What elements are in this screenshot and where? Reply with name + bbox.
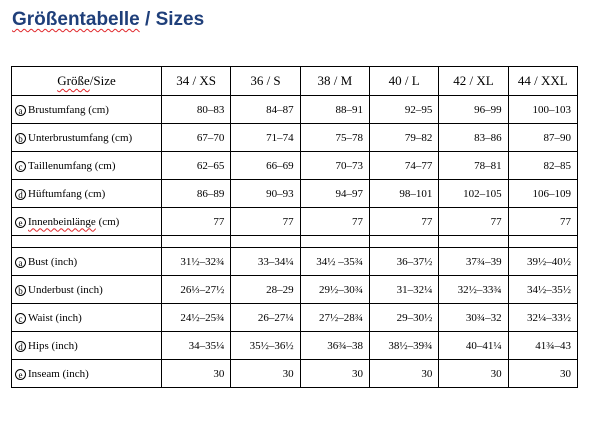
spacer-cell <box>162 236 231 248</box>
table-cell: 90–93 <box>231 180 300 208</box>
table-cell: 67–70 <box>162 124 231 152</box>
spacer-cell <box>369 236 438 248</box>
table-cell: 84–87 <box>231 96 300 124</box>
row-label-text: Waist (inch) <box>28 311 82 324</box>
row-label <box>12 180 162 208</box>
spacer-cell <box>231 236 300 248</box>
row-label-text: Underbust (inch) <box>28 283 103 296</box>
header-size: 40 / L <box>369 67 438 96</box>
marker-b-icon: b <box>15 133 26 144</box>
table-cell: 37¾–39 <box>439 248 508 276</box>
table-cell: 70–73 <box>300 152 369 180</box>
row-label-text: Inseam (inch) <box>28 367 89 380</box>
title-german: Größentabelle <box>12 9 140 30</box>
table-cell: 82–85 <box>508 152 577 180</box>
table-row <box>12 96 578 124</box>
table-cell: 30¾–32 <box>439 304 508 332</box>
table-row <box>12 332 578 360</box>
table-cell: 77 <box>508 208 577 236</box>
table-cell: 31–32¼ <box>369 276 438 304</box>
spacer-cell <box>508 236 577 248</box>
table-cell: 33–34¼ <box>231 248 300 276</box>
table-cell: 24½–25¾ <box>162 304 231 332</box>
table-cell: 38½–39¾ <box>369 332 438 360</box>
table-row <box>12 124 578 152</box>
table-cell: 40–41¼ <box>439 332 508 360</box>
table-cell: 79–82 <box>369 124 438 152</box>
table-cell: 30 <box>369 360 438 388</box>
table-cell: 106–109 <box>508 180 577 208</box>
table-row <box>12 276 578 304</box>
spacer-row <box>12 236 578 248</box>
table-cell: 77 <box>369 208 438 236</box>
table-cell: 77 <box>231 208 300 236</box>
table-cell: 96–99 <box>439 96 508 124</box>
table-cell: 34½–35½ <box>508 276 577 304</box>
table-cell: 94–97 <box>300 180 369 208</box>
table-cell: 78–81 <box>439 152 508 180</box>
table-cell: 30 <box>231 360 300 388</box>
table-cell: 29½–30¾ <box>300 276 369 304</box>
table-cell: 87–90 <box>508 124 577 152</box>
table-cell: 75–78 <box>300 124 369 152</box>
row-label <box>12 332 162 360</box>
marker-e-icon: e <box>15 217 26 228</box>
table-row <box>12 208 578 236</box>
table-cell: 88–91 <box>300 96 369 124</box>
table-cell: 74–77 <box>369 152 438 180</box>
marker-c-icon: c <box>15 161 26 172</box>
table-cell: 26–27¼ <box>231 304 300 332</box>
table-cell: 28–29 <box>231 276 300 304</box>
table-cell: 83–86 <box>439 124 508 152</box>
row-label <box>12 96 162 124</box>
table-cell: 77 <box>300 208 369 236</box>
title-english: / Sizes <box>139 9 205 30</box>
spacer-cell <box>439 236 508 248</box>
header-size-label-de: Größe <box>57 73 90 88</box>
row-label <box>12 208 162 236</box>
marker-e-icon: e <box>15 369 26 380</box>
row-label-text: Taillenumfang (cm) <box>28 159 116 172</box>
table-cell: 30 <box>300 360 369 388</box>
header-size: 34 / XS <box>162 67 231 96</box>
table-cell: 98–101 <box>369 180 438 208</box>
size-table <box>11 66 578 388</box>
row-label-text: Brustumfang (cm) <box>28 103 109 116</box>
table-cell: 92–95 <box>369 96 438 124</box>
header-size-label <box>12 67 162 96</box>
marker-a-icon: a <box>15 257 26 268</box>
table-cell: 102–105 <box>439 180 508 208</box>
table-cell: 34–35¼ <box>162 332 231 360</box>
table-row <box>12 304 578 332</box>
row-label <box>12 360 162 388</box>
table-row <box>12 360 578 388</box>
row-label <box>12 152 162 180</box>
table-cell: 77 <box>439 208 508 236</box>
table-cell: 31½–32¾ <box>162 248 231 276</box>
row-label-text: Bust (inch) <box>28 255 78 268</box>
table-cell: 32¼–33½ <box>508 304 577 332</box>
row-label-text: Unterbrustumfang (cm) <box>28 131 133 144</box>
table-row <box>12 180 578 208</box>
row-label-unit: (cm) <box>95 215 120 228</box>
table-cell: 86–89 <box>162 180 231 208</box>
header-size: 38 / M <box>300 67 369 96</box>
marker-b-icon: b <box>15 285 26 296</box>
header-row <box>12 67 578 96</box>
table-cell: 80–83 <box>162 96 231 124</box>
table-cell: 62–65 <box>162 152 231 180</box>
row-label <box>12 304 162 332</box>
marker-d-icon: d <box>15 341 26 352</box>
table-cell: 26⅓–27½ <box>162 276 231 304</box>
table-cell: 27½–28¾ <box>300 304 369 332</box>
table-cell: 36¾–38 <box>300 332 369 360</box>
table-cell: 35½–36½ <box>231 332 300 360</box>
table-cell: 34½ –35¾ <box>300 248 369 276</box>
table-cell: 29–30½ <box>369 304 438 332</box>
header-size: 36 / S <box>231 67 300 96</box>
header-size: 42 / XL <box>439 67 508 96</box>
table-cell: 32½–33¾ <box>439 276 508 304</box>
table-cell: 71–74 <box>231 124 300 152</box>
marker-d-icon: d <box>15 189 26 200</box>
spacer-cell <box>12 236 162 248</box>
marker-c-icon: c <box>15 313 26 324</box>
header-size-label-en: /Size <box>89 73 116 88</box>
table-cell: 36–37½ <box>369 248 438 276</box>
spacer-cell <box>300 236 369 248</box>
table-cell: 100–103 <box>508 96 577 124</box>
row-label-text: Hüftumfang (cm) <box>28 187 106 200</box>
table-cell: 41¾–43 <box>508 332 577 360</box>
row-label-text: Hips (inch) <box>28 339 78 352</box>
marker-a-icon: a <box>15 105 26 116</box>
row-label <box>12 248 162 276</box>
table-cell: 30 <box>439 360 508 388</box>
page-title <box>12 9 204 31</box>
row-label <box>12 276 162 304</box>
table-cell: 66–69 <box>231 152 300 180</box>
row-label <box>12 124 162 152</box>
table-cell: 77 <box>162 208 231 236</box>
table-row <box>12 248 578 276</box>
table-cell: 30 <box>162 360 231 388</box>
table-cell: 39½–40½ <box>508 248 577 276</box>
table-row <box>12 152 578 180</box>
table-cell: 30 <box>508 360 577 388</box>
row-label-text: Innenbeinlänge <box>28 215 96 228</box>
header-size: 44 / XXL <box>508 67 577 96</box>
